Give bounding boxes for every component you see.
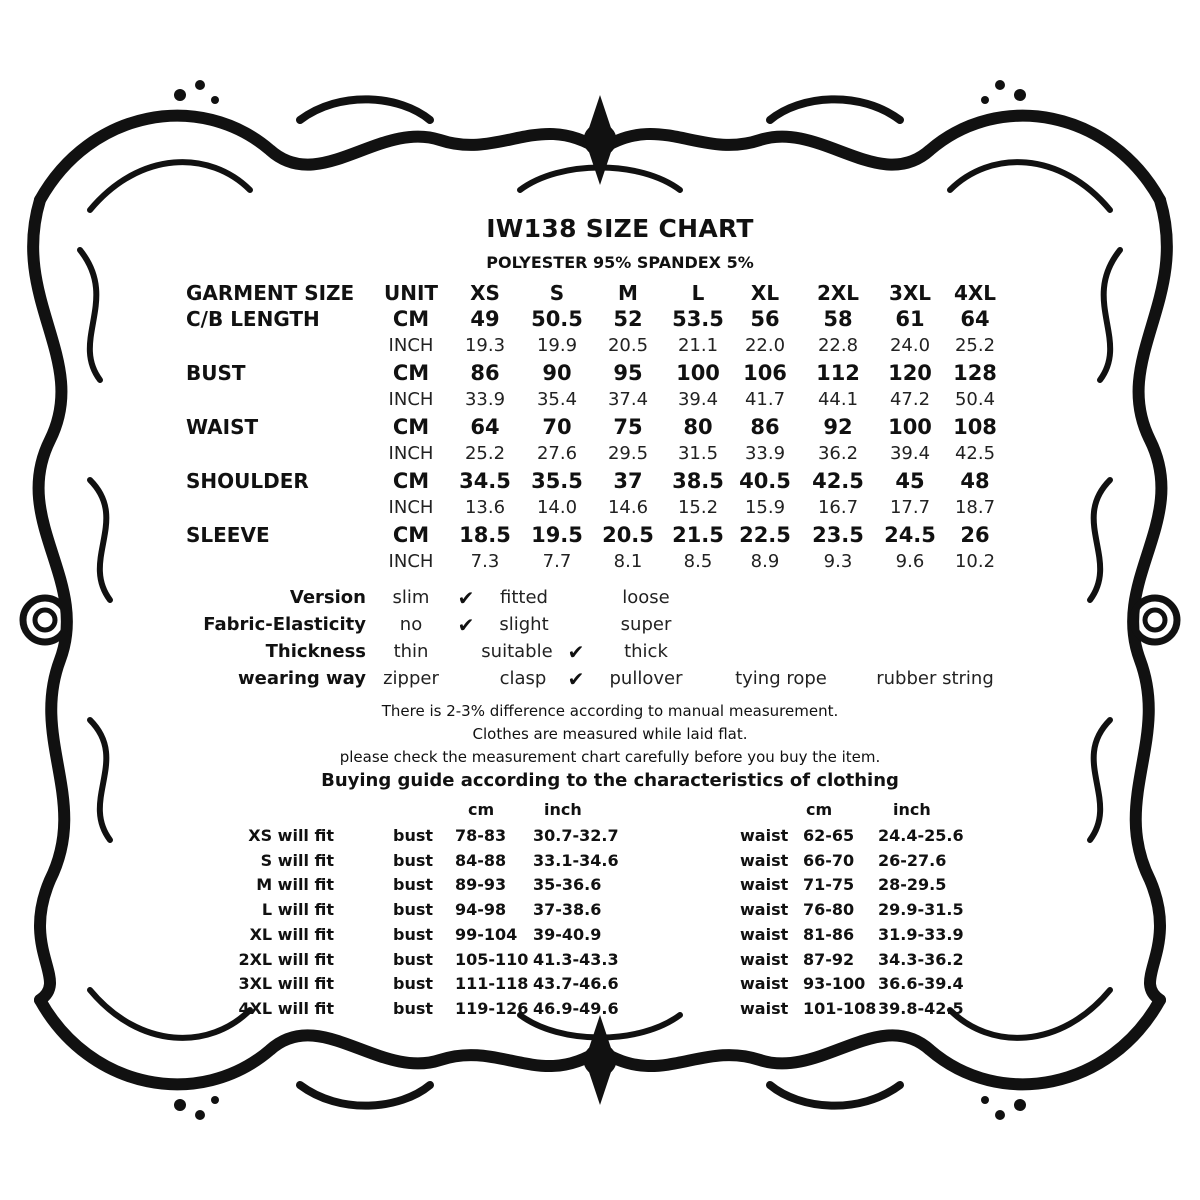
- feature-option: rubber string: [876, 668, 994, 689]
- guide-size-label: 3XL will fit: [238, 974, 334, 994]
- feature-option: tying rope: [735, 668, 827, 689]
- row-label-shoulder: SHOULDER: [186, 469, 309, 493]
- checkmark-icon: ✔: [567, 640, 585, 664]
- inch-value: 19.9: [536, 335, 578, 356]
- guide-waist-inch: 36.6-39.4: [878, 974, 964, 994]
- guide-size-label: S will fit: [260, 850, 334, 870]
- guide-waist-inch: 34.3-36.2: [878, 949, 964, 969]
- row-label-sleeve: SLEEVE: [186, 523, 270, 547]
- inch-value: 22.0: [744, 335, 786, 356]
- inch-value: 19.3: [464, 335, 506, 356]
- unit-inch: INCH: [388, 389, 434, 410]
- unit-inch: INCH: [388, 551, 434, 572]
- guide-waist-label: waist: [740, 998, 789, 1018]
- feature-option: super: [620, 614, 672, 635]
- guide-waist-inch: 26-27.6: [878, 850, 947, 870]
- size-header-2xl: 2XL: [816, 281, 860, 305]
- inch-value: 33.9: [744, 443, 786, 464]
- cm-value: 26: [960, 523, 990, 547]
- guide-bust-label: bust: [393, 924, 434, 944]
- guide-bust-label: bust: [393, 998, 434, 1018]
- unit-header: UNIT: [383, 281, 439, 305]
- guide-size-label: XL will fit: [249, 924, 334, 944]
- feature-option: thin: [393, 641, 429, 662]
- inch-value: 17.7: [889, 497, 931, 518]
- guide-waist-inch-header: inch: [893, 800, 931, 819]
- guide-bust-inch-header: inch: [544, 800, 582, 819]
- unit-cm: CM: [392, 307, 430, 331]
- checkmark-icon: ✔: [457, 586, 475, 610]
- inch-value: 8.1: [613, 551, 643, 572]
- feature-label-fabric-elasticity: Fabric-Elasticity: [203, 614, 366, 635]
- inch-value: 14.0: [536, 497, 578, 518]
- unit-cm: CM: [392, 523, 430, 547]
- fabric-composition: POLYESTER 95% SPANDEX 5%: [486, 253, 754, 272]
- cm-value: 20.5: [602, 523, 654, 547]
- guide-bust-cm: 99-104: [455, 924, 518, 944]
- inch-value: 42.5: [954, 443, 996, 464]
- cm-value: 86: [750, 415, 780, 439]
- inch-value: 20.5: [607, 335, 649, 356]
- feature-label-thickness: Thickness: [265, 641, 366, 662]
- chart-title: IW138 SIZE CHART: [486, 214, 754, 243]
- unit-inch: INCH: [388, 335, 434, 356]
- feature-label-wearing-way: wearing way: [238, 668, 366, 689]
- guide-waist-cm: 76-80: [803, 900, 855, 920]
- guide-waist-label: waist: [740, 949, 789, 969]
- cm-value: 24.5: [884, 523, 936, 547]
- cm-value: 22.5: [739, 523, 791, 547]
- guide-bust-label: bust: [393, 826, 434, 845]
- cm-value: 112: [816, 361, 860, 385]
- guide-bust-cm: 84-88: [455, 850, 507, 870]
- checkmark-icon: ✔: [457, 613, 475, 637]
- guide-waist-inch: 39.8-42.5: [878, 998, 964, 1018]
- buying-guide-title: Buying guide according to the characteristics of clothing: [321, 770, 899, 791]
- size-header-4xl: 4XL: [953, 281, 997, 305]
- guide-waist-cm: 101-108: [803, 998, 877, 1018]
- cm-value: 58: [823, 307, 853, 331]
- size-header-3xl: 3XL: [888, 281, 932, 305]
- cm-value: 90: [542, 361, 572, 385]
- guide-bust-inch: 43.7-46.6: [533, 974, 619, 994]
- cm-value: 19.5: [531, 523, 583, 547]
- row-label-waist: WAIST: [186, 415, 259, 439]
- guide-bust-label: bust: [393, 974, 434, 994]
- guide-bust-inch: 35-36.6: [533, 875, 602, 895]
- row-label-c-b-length: C/B LENGTH: [186, 307, 320, 331]
- unit-inch: INCH: [388, 497, 434, 518]
- feature-option: zipper: [383, 668, 439, 689]
- cm-value: 120: [888, 361, 932, 385]
- unit-cm: CM: [392, 361, 430, 385]
- checkmark-icon: ✔: [567, 667, 585, 691]
- cm-value: 53.5: [672, 307, 724, 331]
- cm-value: 80: [683, 415, 713, 439]
- cm-value: 42.5: [812, 469, 864, 493]
- cm-value: 40.5: [739, 469, 791, 493]
- inch-value: 7.7: [542, 551, 572, 572]
- cm-value: 50.5: [531, 307, 583, 331]
- unit-cm: CM: [392, 469, 430, 493]
- guide-waist-label: waist: [740, 924, 789, 944]
- guide-bust-inch: 41.3-43.3: [533, 949, 619, 969]
- cm-value: 18.5: [459, 523, 511, 547]
- guide-bust-cm: 111-118: [455, 974, 529, 994]
- inch-value: 27.6: [536, 443, 578, 464]
- inch-value: 39.4: [677, 389, 719, 410]
- guide-waist-label: waist: [740, 875, 789, 895]
- cm-value: 35.5: [531, 469, 583, 493]
- cm-value: 38.5: [672, 469, 724, 493]
- inch-value: 41.7: [744, 389, 786, 410]
- guide-waist-inch: 24.4-25.6: [878, 826, 964, 845]
- guide-waist-cm-header: cm: [806, 800, 833, 819]
- cm-value: 34.5: [459, 469, 511, 493]
- row-label-bust: BUST: [186, 361, 246, 385]
- inch-value: 13.6: [464, 497, 506, 518]
- guide-waist-inch: 29.9-31.5: [878, 900, 964, 920]
- guide-waist-label: waist: [740, 900, 789, 920]
- inch-value: 7.3: [470, 551, 500, 572]
- inch-value: 9.3: [823, 551, 853, 572]
- cm-value: 56: [750, 307, 780, 331]
- inch-value: 31.5: [677, 443, 719, 464]
- guide-waist-cm: 93-100: [803, 974, 866, 994]
- cm-value: 37: [613, 469, 643, 493]
- guide-size-label: L will fit: [261, 900, 334, 920]
- inch-value: 25.2: [464, 443, 506, 464]
- guide-bust-inch: 33.1-34.6: [533, 850, 619, 870]
- guide-bust-cm: 105-110: [455, 949, 529, 969]
- guide-waist-inch: 28-29.5: [878, 875, 947, 895]
- guide-bust-label: bust: [393, 949, 434, 969]
- guide-bust-label: bust: [393, 875, 434, 895]
- feature-option: slight: [499, 614, 549, 635]
- cm-value: 106: [743, 361, 787, 385]
- guide-size-label: 4XL will fit: [238, 998, 334, 1018]
- inch-value: 29.5: [607, 443, 649, 464]
- cm-value: 86: [470, 361, 500, 385]
- cm-value: 95: [613, 361, 643, 385]
- inch-value: 18.7: [954, 497, 996, 518]
- cm-value: 64: [960, 307, 990, 331]
- size-header-xl: XL: [750, 281, 780, 305]
- cm-value: 128: [953, 361, 997, 385]
- guide-bust-cm: 89-93: [455, 875, 507, 895]
- guide-waist-cm: 62-65: [803, 826, 855, 845]
- size-header-m: M: [618, 281, 638, 305]
- cm-value: 70: [542, 415, 572, 439]
- inch-value: 10.2: [954, 551, 996, 572]
- guide-bust-label: bust: [393, 850, 434, 870]
- inch-value: 47.2: [889, 389, 931, 410]
- cm-value: 45: [895, 469, 925, 493]
- guide-size-label: XS will fit: [248, 826, 334, 845]
- feature-option: loose: [622, 587, 670, 608]
- inch-value: 24.0: [889, 335, 931, 356]
- feature-option: fitted: [500, 587, 548, 608]
- cm-value: 75: [613, 415, 643, 439]
- guide-bust-cm: 119-126: [455, 998, 529, 1018]
- cm-value: 92: [823, 415, 853, 439]
- inch-value: 44.1: [817, 389, 859, 410]
- guide-bust-inch: 39-40.9: [533, 924, 602, 944]
- cm-value: 100: [888, 415, 932, 439]
- guide-bust-inch: 30.7-32.7: [533, 826, 619, 845]
- guide-bust-cm: 94-98: [455, 900, 507, 920]
- inch-value: 37.4: [607, 389, 649, 410]
- inch-value: 50.4: [954, 389, 996, 410]
- size-header-s: S: [549, 281, 565, 305]
- inch-value: 33.9: [464, 389, 506, 410]
- size-header-xs: XS: [470, 281, 500, 305]
- guide-waist-label: waist: [740, 974, 789, 994]
- feature-option: thick: [624, 641, 668, 662]
- guide-bust-cm: 78-83: [455, 826, 507, 845]
- guide-size-label: 2XL will fit: [238, 949, 334, 969]
- guide-waist-cm: 71-75: [803, 875, 855, 895]
- feature-label-version: Version: [289, 587, 366, 608]
- inch-value: 16.7: [817, 497, 859, 518]
- inch-value: 8.5: [683, 551, 713, 572]
- cm-value: 100: [676, 361, 720, 385]
- inch-value: 15.9: [744, 497, 786, 518]
- guide-waist-cm: 87-92: [803, 949, 855, 969]
- feature-option: suitable: [481, 641, 553, 662]
- note-check-chart: please check the measurement chart carefully before you buy the item.: [339, 748, 881, 766]
- feature-option: clasp: [499, 668, 547, 689]
- guide-waist-inch: 31.9-33.9: [878, 924, 964, 944]
- size-header-l: L: [691, 281, 705, 305]
- note-laid-flat: Clothes are measured while laid flat.: [472, 725, 748, 743]
- guide-waist-label: waist: [740, 826, 789, 845]
- inch-value: 35.4: [536, 389, 578, 410]
- unit-inch: INCH: [388, 443, 434, 464]
- guide-waist-cm: 66-70: [803, 850, 855, 870]
- garment-size-header: GARMENT SIZE: [186, 281, 355, 305]
- note-difference: There is 2-3% difference according to manual measurement.: [381, 702, 839, 720]
- guide-waist-label: waist: [740, 850, 789, 870]
- inch-value: 21.1: [677, 335, 719, 356]
- inch-value: 39.4: [889, 443, 931, 464]
- unit-cm: CM: [392, 415, 430, 439]
- inch-value: 14.6: [607, 497, 649, 518]
- cm-value: 23.5: [812, 523, 864, 547]
- inch-value: 8.9: [750, 551, 780, 572]
- cm-value: 52: [613, 307, 643, 331]
- guide-waist-cm: 81-86: [803, 924, 855, 944]
- feature-option: slim: [392, 587, 430, 608]
- guide-bust-inch: 46.9-49.6: [533, 998, 619, 1018]
- inch-value: 36.2: [817, 443, 859, 464]
- feature-option: no: [399, 614, 423, 635]
- feature-option: pullover: [609, 668, 683, 689]
- guide-bust-label: bust: [393, 900, 434, 920]
- guide-bust-inch: 37-38.6: [533, 900, 602, 920]
- inch-value: 9.6: [895, 551, 925, 572]
- inch-value: 22.8: [817, 335, 859, 356]
- inch-value: 15.2: [677, 497, 719, 518]
- cm-value: 61: [895, 307, 925, 331]
- cm-value: 49: [470, 307, 500, 331]
- cm-value: 48: [960, 469, 990, 493]
- inch-value: 25.2: [954, 335, 996, 356]
- cm-value: 21.5: [672, 523, 724, 547]
- guide-bust-cm-header: cm: [468, 800, 495, 819]
- guide-size-label: M will fit: [256, 875, 334, 895]
- cm-value: 64: [470, 415, 500, 439]
- cm-value: 108: [953, 415, 997, 439]
